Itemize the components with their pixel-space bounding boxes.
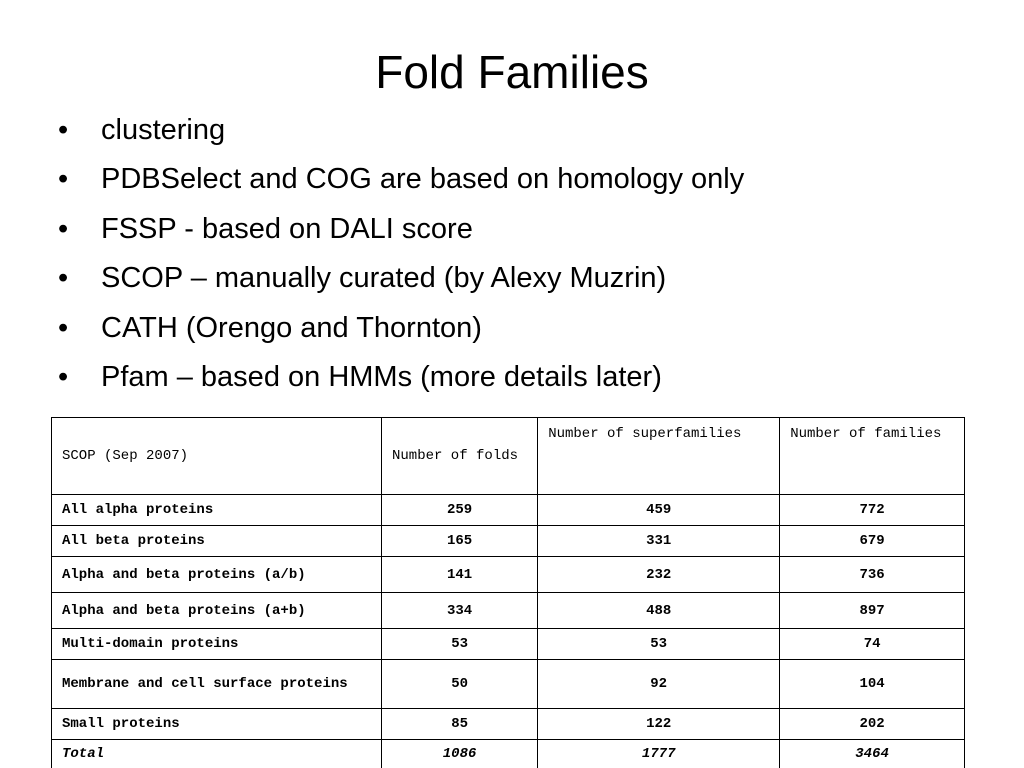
row-class: Total — [52, 740, 382, 768]
bullet-list — [58, 106, 744, 402]
row-class: Membrane and cell surface proteins — [52, 660, 382, 709]
row-superfamilies: 122 — [538, 709, 780, 740]
table-row — [52, 709, 965, 740]
bullet-text: PDBSelect and COG are based on homology only — [101, 163, 745, 196]
row-families: 74 — [780, 629, 965, 660]
row-class: Small proteins — [52, 709, 382, 740]
table-row — [52, 557, 965, 593]
bullet-item — [58, 304, 744, 353]
bullet-item — [58, 205, 744, 254]
bullet-dot-icon: • — [58, 212, 69, 245]
row-folds: 53 — [382, 629, 538, 660]
row-families: 736 — [780, 557, 965, 593]
row-folds: 50 — [382, 660, 538, 709]
slide-title: Fold Families — [375, 46, 649, 98]
bullet-dot-icon: • — [58, 114, 69, 146]
bullet-dot-icon: • — [58, 262, 69, 295]
table-header-row — [52, 418, 965, 495]
row-superfamilies: 331 — [538, 526, 780, 557]
bullet-text: clustering — [101, 114, 226, 146]
row-superfamilies: 53 — [538, 629, 780, 660]
row-superfamilies: 1777 — [538, 740, 780, 768]
header-folds: Number of folds — [382, 418, 538, 495]
bullet-text: Pfam – based on HMMs (more details later) — [101, 360, 662, 393]
header-scop: SCOP (Sep 2007) — [52, 418, 382, 495]
row-families: 897 — [780, 593, 965, 629]
row-families: 104 — [780, 660, 965, 709]
row-folds: 259 — [382, 495, 538, 526]
row-folds: 334 — [382, 593, 538, 629]
bullet-item — [58, 254, 744, 303]
bullet-dot-icon: • — [58, 311, 69, 344]
row-class: All alpha proteins — [52, 495, 382, 526]
table-row — [52, 526, 965, 557]
row-families: 679 — [780, 526, 965, 557]
row-class: Alpha and beta proteins (a/b) — [52, 557, 382, 593]
row-families: 202 — [780, 709, 965, 740]
table-row — [52, 629, 965, 660]
table-total-row — [52, 740, 965, 768]
bullet-item — [58, 106, 744, 155]
row-superfamilies: 459 — [538, 495, 780, 526]
scop-table — [51, 417, 965, 768]
header-families: Number of families — [780, 418, 965, 495]
table-row — [52, 593, 965, 629]
row-folds: 165 — [382, 526, 538, 557]
row-families: 3464 — [780, 740, 965, 768]
row-superfamilies: 232 — [538, 557, 780, 593]
header-superfamilies: Number of superfamilies — [538, 418, 780, 495]
row-superfamilies: 92 — [538, 660, 780, 709]
row-folds: 1086 — [382, 740, 538, 768]
row-class: Alpha and beta proteins (a+b) — [52, 593, 382, 629]
row-folds: 85 — [382, 709, 538, 740]
row-class: All beta proteins — [52, 526, 382, 557]
row-class: Multi-domain proteins — [52, 629, 382, 660]
bullet-item — [58, 155, 744, 204]
bullet-text: SCOP – manually curated (by Alexy Muzrin) — [101, 262, 667, 295]
bullet-text: CATH (Orengo and Thornton) — [101, 311, 482, 344]
row-folds: 141 — [382, 557, 538, 593]
bullet-dot-icon: • — [58, 360, 69, 393]
row-superfamilies: 488 — [538, 593, 780, 629]
row-families: 772 — [780, 495, 965, 526]
bullet-text: FSSP - based on DALI score — [101, 212, 473, 245]
table-row — [52, 495, 965, 526]
bullet-item — [58, 353, 744, 402]
bullet-dot-icon: • — [58, 163, 69, 196]
table-row — [52, 660, 965, 709]
